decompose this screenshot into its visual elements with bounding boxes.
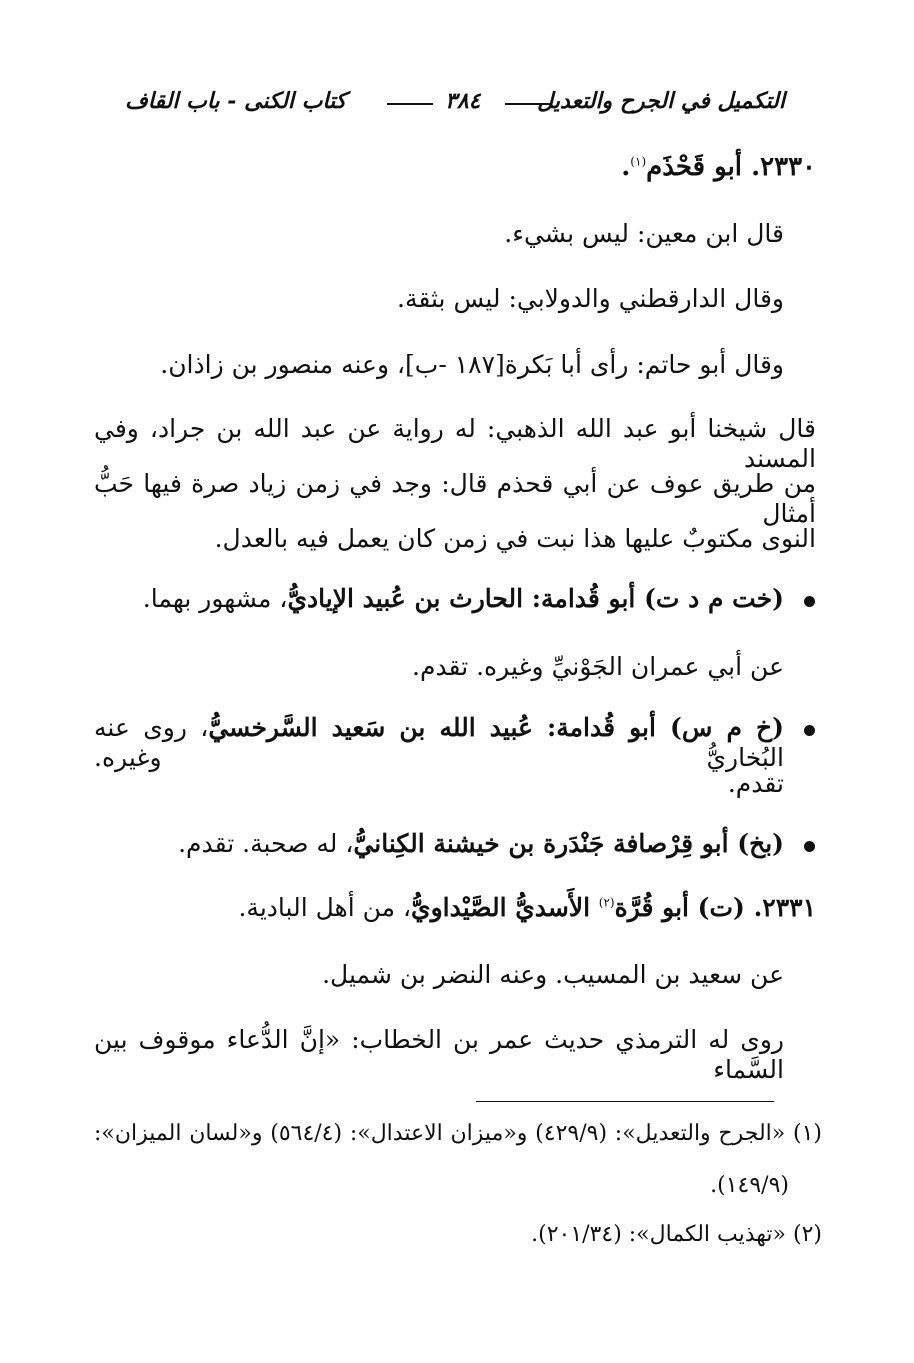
bullet-entry-text: ، مشهور بهما. [142,584,288,613]
bullet-entry-name: (خت م د ت) أبو قُدامة: الحارث بن عُبيد الإياديُّ [287,584,784,613]
running-header [125,86,785,120]
entry-title: ٢٣٣١. (ت) أبو قُرَّة [614,893,816,922]
entry-2331-line: عن سعيد بن المسيب. وعنه النضر بن شميل. [322,960,784,989]
entry-2331-heading [238,893,816,923]
entry-title: ٢٣٣٠. أبو قَحْذَم [646,152,816,182]
entry-2330-line: وقال أبو حاتم: رأى أبا بَكرة[١٨٧ -ب]، وعنه منصور بن زاذان. [160,350,784,379]
entry-2331-line: روى له الترمذي حديث عمر بن الخطاب: «إنَّ الدُّعاء موقوف بين السَّماء [94,1025,784,1084]
footnote-2: (٢) «تهذيب الكمال»: (٢٠١/٣٤). [531,1222,822,1247]
header-book-title: التكميل في الجرح والتعديل [537,88,785,114]
header-dash [505,103,551,105]
bullet-entry-line: تقدم. [727,769,784,798]
entry-title: الأَسديُّ الصَّيْداويُّ [411,893,599,922]
bullet-entry-text: ، روى عنه البُخاريُّ وغيره. [94,713,784,772]
header-page-number: ٣٨٤ [445,88,481,114]
bullet-entry-line [178,829,784,859]
bullet-entry-text: ، له صحبة. تقدم. [178,829,354,858]
entry-title-dot: . [621,152,631,182]
bullet-icon [804,596,815,607]
bullet-entry-name: (بخ) أبو قِرْصافة جَنْدَرة بن خيشنة الكِنانيُّ [353,829,784,858]
bullet-icon [804,841,815,852]
entry-2330-line: النوى مكتوبٌ عليها هذا نبت في زمن كان يعمل فيه بالعدل. [214,524,816,553]
entry-2330-line: قال شيخنا أبو عبد الله الذهبي: له رواية عن عبد الله بن جراد، وفي المسند [94,414,816,473]
bullet-entry-line: عن أبي عمران الجَوْنيِّ وغيره. تقدم. [412,652,784,681]
entry-2330-line: وقال الدارقطني والدولابي: ليس بثقة. [397,284,784,313]
entry-2330-line: قال ابن معين: ليس بشيء. [504,219,784,248]
bullet-entry-line [94,713,784,773]
footnote-ref: (١) [630,154,647,169]
entry-text: ، من أهل البادية. [238,893,412,922]
footnote-separator [476,1101,774,1102]
footnote-ref: (٢) [598,895,615,910]
bullet-icon [804,725,815,736]
entry-2330-line: من طريق عوف عن أبي قحذم قال: وجد في زمن زياد صرة فيها حَبُّ أمثال [94,469,816,528]
header-dash [387,103,433,105]
entry-2330-heading [621,152,816,183]
header-section-title: كتاب الكنى - باب القاف [125,88,347,114]
footnote-1-cont: (١٤٩/٩). [710,1173,789,1198]
bullet-entry-line [143,584,784,614]
footnote-1: (١) «الجرح والتعديل»: (٤٢٩/٩) و«ميزان الاعتدال»: (٥٦٤/٤) و«لسان الميزان»: [94,1121,822,1146]
bullet-entry-name: (خ م س) أبو قُدامة: عُبيد الله بن سَعيد السَّرخسيُّ [208,713,784,742]
